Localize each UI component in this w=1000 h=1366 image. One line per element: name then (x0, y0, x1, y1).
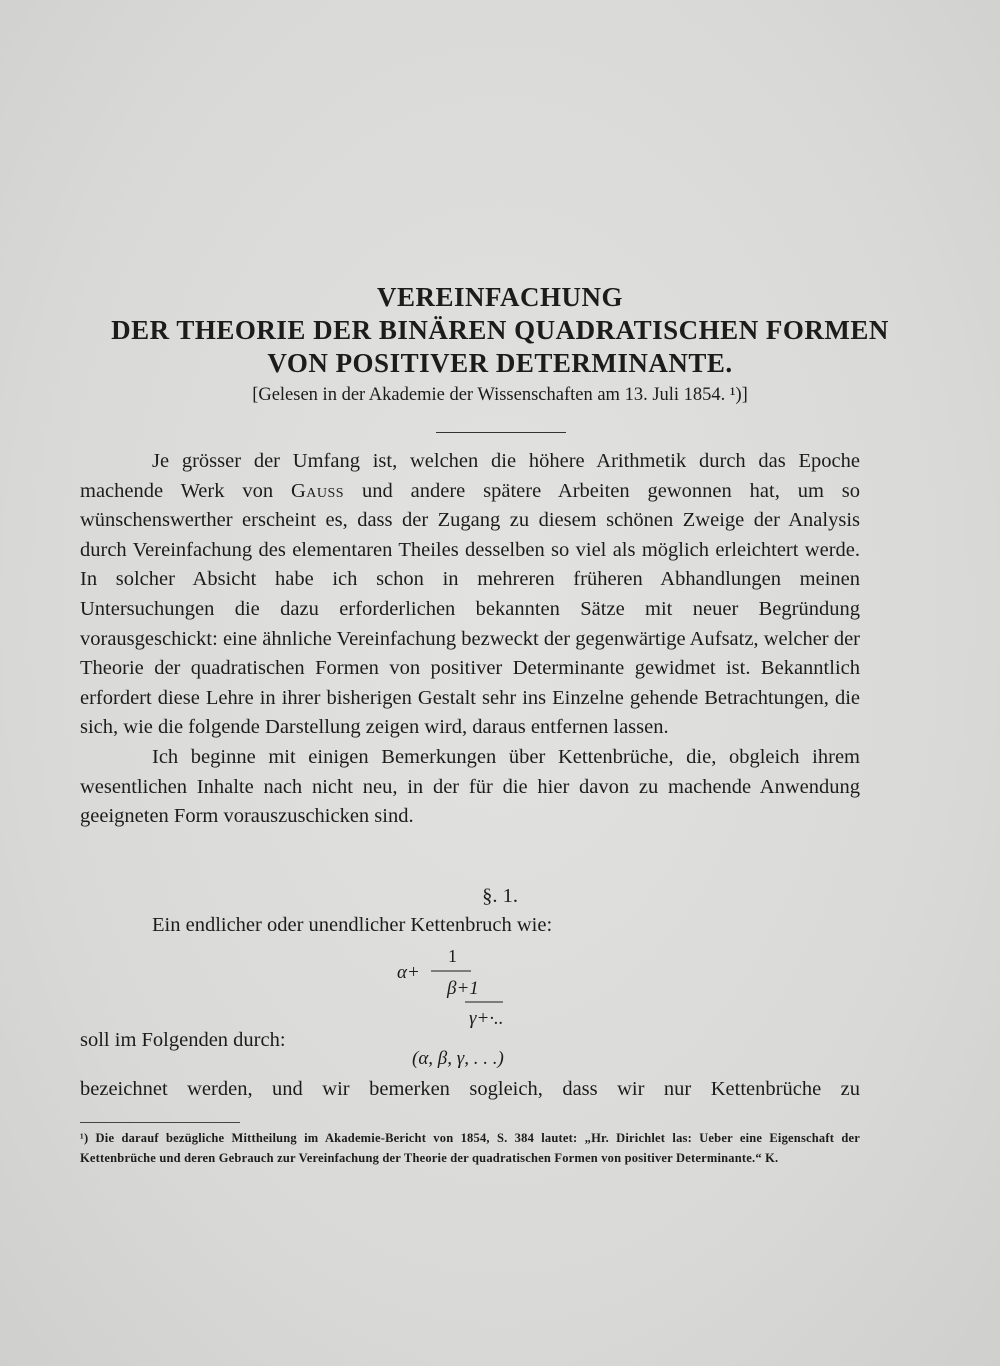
formula-numerator: 1 (448, 946, 457, 966)
paragraph-1-part-a: Je grösser der Umfang ist, welchen die höhere Arithmetik durch das Epoche machende Werk von (80, 450, 860, 502)
formula-beta-plus-1: β+1 (447, 978, 479, 999)
section-line-2: soll im Folgenden durch: (80, 1029, 286, 1051)
section-line-3: bezeichnet werden, und wir bemerken sogleich, dass wir nur Kettenbrüche zu (80, 1078, 860, 1100)
section-label: §. 1. (482, 885, 518, 907)
paragraph-1-part-b: und andere spätere Arbeiten gewonnen hat, um so wünschenswerther erscheint es, dass der Zugang zu diesem schönen Zweige der Analysis durch Vereinfachung des elementaren Theiles desselben so viel als möglich erleichtert werde. In solcher Absicht habe ich schon in mehreren früheren Abhandlungen meinen Untersuchungen die dazu erforderlichen bekannten Sätze mit neuer Begründung vorausgeschickt: eine ähnliche Vereinfachung bezweckt der gegenwärtige Aufsatz, welcher der Theorie der quadratischen Formen von positiver Determinante gewidmet ist. Bekanntlich erfordert diese Lehre in ihrer bisherigen Gestalt sehr ins Einzelne gehende Betrachtungen, die sich, wie die folgende Darstellung zeigen wird, daraus entfernen lassen. (80, 479, 860, 739)
title-rule (436, 432, 566, 433)
section-line-1: Ein endlicher oder unendlicher Kettenbruch wie: (152, 914, 553, 936)
paragraph-2: Ich beginne mit einigen Bemerkungen über Kettenbrüche, die, obgleich ihrem wesentlichen Inhalte nach nicht neu, in der für die hier davon zu machende Anwendung geeigneten Form vorauszuschicken sind. (80, 745, 860, 828)
tuple-notation: (α, β, γ, . . .) (412, 1048, 504, 1069)
author-gauss: Gauss (291, 479, 345, 502)
formula-gamma-plus: γ+·.. (469, 1008, 504, 1029)
title-line-1: VEREINFACHUNG (376, 282, 623, 312)
subtitle: [Gelesen in der Akademie der Wissenschaften am 13. Juli 1854. ¹)] (252, 385, 748, 405)
footnote: ¹) Die darauf bezügliche Mittheilung im Akademie-Bericht von 1854, S. 384 lautet: „Hr. Dirichlet las: Ueber eine Eigenschaft der Kettenbrüche und deren Gebrauch zur Vereinfachung der Theorie der quadratischen Formen von positiver Determinante.“ K. (80, 1131, 860, 1165)
title-line-3: VON POSITIVER DETERMINANTE. (267, 348, 733, 378)
footnote-rule (80, 1122, 240, 1123)
body-text (80, 447, 860, 832)
paragraph-1 (80, 447, 860, 743)
title-line-2: DER THEORIE DER BINÄREN QUADRATISCHEN FORMEN (111, 315, 889, 345)
formula-alpha-plus: α+ (397, 962, 420, 983)
continued-fraction-formula (395, 944, 555, 1029)
